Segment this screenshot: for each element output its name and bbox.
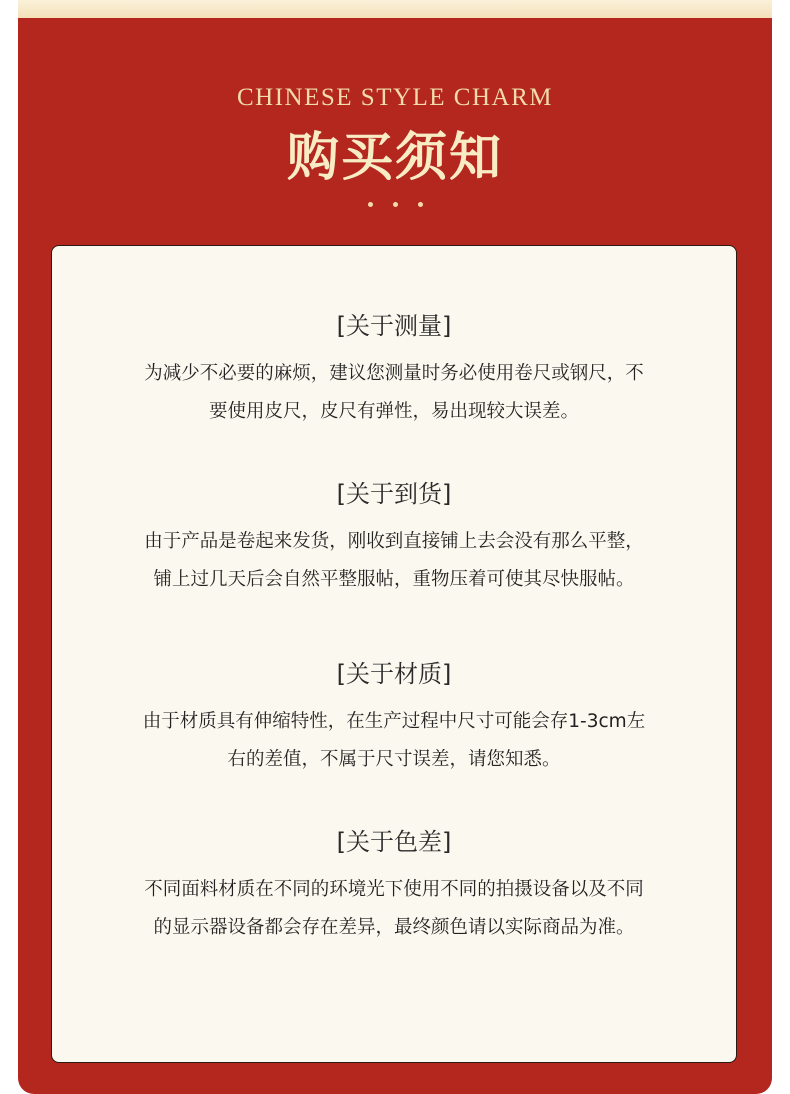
section-text-line: 不同面料材质在不同的环境光下使用不同的拍摄设备以及不同 xyxy=(144,879,644,900)
section-text-line: 由于材质具有伸缩特性，在生产过程中尺寸可能会存1-3cm左 xyxy=(142,711,646,732)
decorative-dots xyxy=(0,202,790,207)
section-measurement xyxy=(52,309,736,431)
section-material xyxy=(52,657,736,779)
section-text-line: 铺上过几天后会自然平整服帖，重物压着可使其尽快服帖。 xyxy=(153,569,635,590)
section-heading: [关于色差] xyxy=(336,828,452,856)
english-subtitle: CHINESE STYLE CHARM xyxy=(236,84,553,111)
section-color-difference xyxy=(52,825,736,947)
section-text-line: 的显示器设备都会存在差异，最终颜色请以实际商品为准。 xyxy=(153,917,635,938)
section-heading: [关于材质] xyxy=(336,660,452,688)
section-text-line: 右的差值，不属于尺寸误差，请您知悉。 xyxy=(227,749,561,770)
page-title: 购买须知 xyxy=(286,127,503,188)
top-decorative-stripe xyxy=(18,0,772,20)
section-text-line: 为减少不必要的麻烦，建议您测量时务必使用卷尺或钢尺，不 xyxy=(144,363,644,384)
notice-card xyxy=(51,245,737,1063)
section-heading: [关于测量] xyxy=(336,312,452,340)
section-text-line: 由于产品是卷起来发货，刚收到直接铺上去会没有那么平整， xyxy=(144,531,644,552)
section-text-line: 要使用皮尺，皮尺有弹性，易出现较大误差。 xyxy=(208,401,579,422)
section-heading: [关于到货] xyxy=(336,480,452,508)
dot-icon xyxy=(418,202,423,207)
section-delivery xyxy=(52,477,736,599)
dot-icon xyxy=(393,202,398,207)
dot-icon xyxy=(368,202,373,207)
